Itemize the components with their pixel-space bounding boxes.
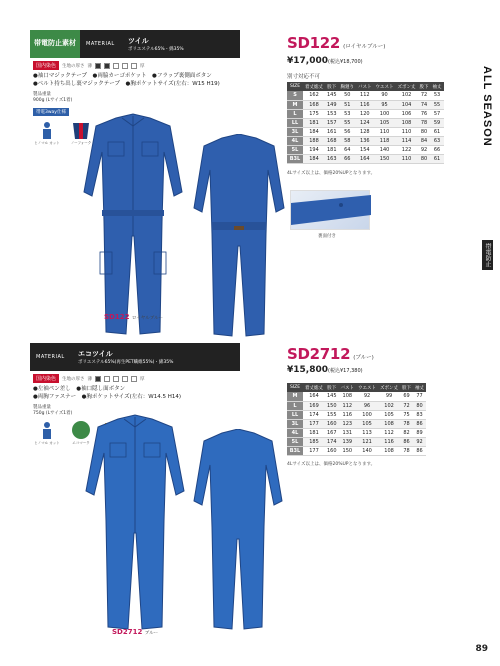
thickness-row xyxy=(33,374,145,383)
material-composition: ポリエステル65%(再生PET繊維55%)・綿35% xyxy=(78,360,174,365)
table-cell: 75 xyxy=(400,410,413,419)
material-label: MATERIAL xyxy=(36,354,65,360)
table-row xyxy=(287,419,426,428)
table-cell: 136 xyxy=(356,136,374,145)
table-cell: 105 xyxy=(378,410,400,419)
side-title: ALL SEASON xyxy=(481,66,493,147)
table-cell: 124 xyxy=(356,118,374,127)
table-cell: 177 xyxy=(303,446,325,455)
size-label-cell: 3L xyxy=(287,127,303,136)
detail-photo xyxy=(290,190,370,230)
table-cell: 131 xyxy=(339,428,357,437)
thickness-min: 薄 xyxy=(87,376,93,382)
table-cell: 140 xyxy=(374,145,396,154)
table-cell: 155 xyxy=(327,411,337,418)
table-cell: 108 xyxy=(378,446,400,455)
table-cell: 78 xyxy=(400,419,413,428)
product-price: ¥15,800(税込¥17,380) xyxy=(287,365,363,375)
thickness-label: 生地の厚さ xyxy=(62,63,85,69)
table-cell: 80 xyxy=(413,401,426,410)
weight-info xyxy=(33,92,72,104)
table-cell: 185 xyxy=(303,437,325,446)
size-label-cell: B3L xyxy=(287,154,303,163)
size-label-cell: S xyxy=(287,91,303,100)
table-cell: 66 xyxy=(339,154,357,163)
table-cell: 150 xyxy=(374,154,396,163)
table-cell: 139 xyxy=(339,437,357,446)
table-header-cell: 着丈総丈 xyxy=(303,82,325,91)
table-cell: 53 xyxy=(339,109,357,118)
material-header xyxy=(30,30,240,58)
coverall-front-image xyxy=(80,413,190,635)
table-cell: 120 xyxy=(356,109,374,118)
table-row xyxy=(287,410,426,419)
size-label-cell: L xyxy=(287,109,303,118)
detail-caption: 裏面付き xyxy=(318,234,336,239)
table-cell: 102 xyxy=(396,91,418,100)
table-cell: 145 xyxy=(327,92,337,99)
table-cell: 86 xyxy=(413,419,426,428)
product-caption: SD2712 ブルー xyxy=(112,628,159,636)
table-cell: 92 xyxy=(413,437,426,446)
product-section-sd122 xyxy=(0,30,470,330)
table-cell: 57 xyxy=(431,109,444,118)
table-cell: 51 xyxy=(339,100,357,109)
table-cell: 160 xyxy=(327,420,337,427)
table-cell: 66 xyxy=(431,145,444,154)
table-cell: 116 xyxy=(356,100,374,109)
table-header-cell: SIZE xyxy=(287,383,303,392)
origin-tag: 国内染色 xyxy=(33,374,59,383)
table-row xyxy=(287,118,444,127)
table-cell: 174 xyxy=(327,438,337,445)
no-fork-icon: ノーフォーク xyxy=(67,119,95,146)
table-cell: 162 xyxy=(303,91,325,100)
table-cell: 181 xyxy=(327,146,337,153)
size-label-cell: L xyxy=(287,401,303,410)
table-row xyxy=(287,91,444,100)
table-cell: 161 xyxy=(327,128,337,135)
table-cell: 163 xyxy=(327,155,337,162)
table-cell: 184 xyxy=(303,154,325,163)
table-cell: 61 xyxy=(431,154,444,163)
size-label-cell: 3L xyxy=(287,419,303,428)
material-name: エコツイル xyxy=(78,350,113,358)
table-cell: 184 xyxy=(303,127,325,136)
table-cell: 164 xyxy=(303,392,325,401)
table-cell: 122 xyxy=(396,145,418,154)
table-cell: 175 xyxy=(303,109,325,118)
table-cell: 102 xyxy=(378,401,400,410)
table-row xyxy=(287,100,444,109)
table-cell: 174 xyxy=(303,410,325,419)
thickness-swatch xyxy=(122,63,128,69)
table-cell: 92 xyxy=(418,145,431,154)
table-header-cell: ウエスト xyxy=(356,383,378,392)
table-row xyxy=(287,136,444,145)
thickness-swatch xyxy=(95,376,101,382)
table-row xyxy=(287,446,426,455)
weight-value: 750g (Lサイズ1着) xyxy=(33,411,73,416)
size-label-cell: M xyxy=(287,100,303,109)
thickness-swatch xyxy=(95,63,101,69)
table-cell: 50 xyxy=(339,91,357,100)
product-section-sd2712 xyxy=(0,343,470,643)
table-cell: 61 xyxy=(431,127,444,136)
table-row xyxy=(287,392,426,401)
table-cell: 145 xyxy=(327,393,337,400)
feature-line: ●袖口マジックテープ ●両脇カーゴポケット ●フラップ裏側面ボタン xyxy=(33,73,212,79)
table-cell: 108 xyxy=(339,392,357,401)
table-header-cell: 袖丈 xyxy=(431,82,444,91)
thickness-swatch xyxy=(113,63,119,69)
table-header-cell: 着丈総丈 xyxy=(303,383,325,392)
thickness-swatch xyxy=(104,376,110,382)
coverall-back-image xyxy=(190,429,286,635)
table-cell: 181 xyxy=(303,428,325,437)
size-label-cell: 4L xyxy=(287,136,303,145)
table-cell: 90 xyxy=(374,91,396,100)
table-cell: 112 xyxy=(339,401,357,410)
antistatic-badge: 帯電防止素材 xyxy=(30,30,80,58)
size-label-cell: 5L xyxy=(287,437,303,446)
table-cell: 128 xyxy=(356,127,374,136)
feature-list xyxy=(33,385,243,401)
table-cell: 84 xyxy=(418,136,431,145)
coverall-back-image xyxy=(190,134,288,342)
table-cell: 113 xyxy=(356,428,378,437)
size-label-cell: 4L xyxy=(287,428,303,437)
material-bar xyxy=(80,30,240,58)
table-cell: 78 xyxy=(400,446,413,455)
weight-value: 900g (Lサイズ1着) xyxy=(33,98,73,103)
table-cell: 188 xyxy=(303,136,325,145)
table-header-cell: バスト xyxy=(339,383,357,392)
table-cell: 181 xyxy=(303,118,325,127)
table-cell: 157 xyxy=(327,119,337,126)
product-title xyxy=(287,34,385,52)
table-header-cell: 股下 xyxy=(418,82,431,91)
thickness-swatch xyxy=(122,376,128,382)
coverall-front-image xyxy=(78,112,188,340)
product-title xyxy=(287,345,374,363)
table-row xyxy=(287,401,426,410)
table-cell: 100 xyxy=(374,109,396,118)
table-cell: 100 xyxy=(356,410,378,419)
size-label-cell: 5L xyxy=(287,145,303,154)
table-cell: 110 xyxy=(396,154,418,163)
side-category: 帯電防止 xyxy=(482,240,493,270)
weight-label: 製品重量 xyxy=(33,92,51,97)
table-cell: 164 xyxy=(356,154,374,163)
table-note: 4Lサイズ以上は、価格20%UPとなります。 xyxy=(287,171,376,176)
thickness-max: 厚 xyxy=(140,63,145,69)
feature-list xyxy=(33,72,243,88)
table-row xyxy=(287,437,426,446)
hinomaru-cut-icon: ヒノマル カット xyxy=(33,119,61,146)
product-caption: SD122 ロイヤルブルー xyxy=(104,313,164,321)
table-header-cell: 袖丈 xyxy=(413,383,426,392)
table-cell: 82 xyxy=(400,428,413,437)
table-cell: 58 xyxy=(339,136,357,145)
table-cell: 64 xyxy=(339,145,357,154)
material-name: ツイル xyxy=(128,37,149,45)
table-row xyxy=(287,145,444,154)
table-cell: 86 xyxy=(413,446,426,455)
stretch-tag: 帯電3way仕様 xyxy=(33,108,69,116)
table-cell: 108 xyxy=(378,419,400,428)
table-cell: 123 xyxy=(339,419,357,428)
table-cell: 83 xyxy=(413,410,426,419)
table-cell: 95 xyxy=(374,100,396,109)
table-cell: 150 xyxy=(327,402,337,409)
table-header-cell: 股下 xyxy=(400,383,413,392)
table-cell: 168 xyxy=(303,100,325,109)
table-cell: 96 xyxy=(356,401,378,410)
table-row xyxy=(287,154,444,163)
table-row xyxy=(287,127,444,136)
table-cell: 55 xyxy=(339,118,357,127)
table-cell: 110 xyxy=(374,127,396,136)
table-cell: 112 xyxy=(378,428,400,437)
table-cell: 104 xyxy=(396,100,418,109)
table-cell: 80 xyxy=(418,154,431,163)
table-cell: 116 xyxy=(339,410,357,419)
size-label-cell: LL xyxy=(287,410,303,419)
size-table xyxy=(287,383,426,456)
table-cell: 56 xyxy=(339,127,357,136)
table-cell: 55 xyxy=(431,100,444,109)
table-cell: 116 xyxy=(378,437,400,446)
table-note: 4Lサイズ以上は、価格20%UPとなります。 xyxy=(287,462,376,467)
table-cell: 105 xyxy=(356,419,378,428)
table-cell: 150 xyxy=(339,446,357,455)
table-cell: 89 xyxy=(413,428,426,437)
table-cell: 105 xyxy=(374,118,396,127)
table-cell: 118 xyxy=(374,136,396,145)
product-price: ¥17,000(税込¥18,700) xyxy=(287,56,363,66)
thickness-swatch xyxy=(131,63,137,69)
page-number: 89 xyxy=(475,644,488,654)
table-cell: 167 xyxy=(327,429,337,436)
table-cell: 59 xyxy=(431,118,444,127)
size-label-cell: M xyxy=(287,392,303,401)
table-cell: 99 xyxy=(378,392,400,401)
table-cell: 72 xyxy=(400,401,413,410)
table-cell: 169 xyxy=(303,401,325,410)
product-code: SD122 xyxy=(287,34,341,52)
order-note: 別寸対応不可 xyxy=(287,74,321,80)
weight-info xyxy=(33,405,72,417)
table-cell: 63 xyxy=(431,136,444,145)
table-cell: 177 xyxy=(303,419,325,428)
table-header-cell: ズボン丈 xyxy=(378,383,400,392)
material-composition: ポリエステル65%・綿35% xyxy=(128,47,184,52)
thickness-swatch xyxy=(131,376,137,382)
table-cell: 92 xyxy=(356,392,378,401)
feature-line: ●ベルト持ち出し裏マジックテープ ●胸ポケットサイズ(左右：W15 H19) xyxy=(33,81,220,87)
table-header-cell: 股下 xyxy=(325,82,339,91)
size-table xyxy=(287,82,444,164)
table-header-cell: 胸廻り xyxy=(339,82,357,91)
table-header-cell: ウエスト xyxy=(374,82,396,91)
table-cell: 160 xyxy=(327,447,337,454)
table-cell: 80 xyxy=(418,127,431,136)
table-cell: 77 xyxy=(413,392,426,401)
thickness-swatch xyxy=(113,376,119,382)
table-cell: 53 xyxy=(431,91,444,100)
feature-line: ●両胸ファスナー ●胸ポケットサイズ(左右：W14.5 H14) xyxy=(33,394,182,400)
table-cell: 112 xyxy=(356,91,374,100)
table-cell: 168 xyxy=(327,137,337,144)
table-cell: 110 xyxy=(396,127,418,136)
table-header-cell: ズボン丈 xyxy=(396,82,418,91)
eco-mark-icon: エコマーク xyxy=(67,419,95,446)
table-cell: 72 xyxy=(418,91,431,100)
size-label-cell: B3L xyxy=(287,446,303,455)
table-cell: 114 xyxy=(396,136,418,145)
origin-tag: 国内染色 xyxy=(33,61,59,70)
product-color: (ロイヤルブルー) xyxy=(343,44,386,50)
table-row xyxy=(287,428,426,437)
thickness-label: 生地の厚さ xyxy=(62,376,85,382)
table-cell: 69 xyxy=(400,392,413,401)
table-header-cell: SIZE xyxy=(287,82,303,91)
product-code: SD2712 xyxy=(287,345,351,363)
thickness-row xyxy=(33,61,145,70)
table-cell: 194 xyxy=(303,145,325,154)
material-label: MATERIAL xyxy=(86,41,115,47)
thickness-max: 厚 xyxy=(140,376,145,382)
hinomaru-cut-icon: ヒノマル カット xyxy=(33,419,61,446)
table-cell: 106 xyxy=(396,109,418,118)
table-cell: 108 xyxy=(396,118,418,127)
size-label-cell: LL xyxy=(287,118,303,127)
table-header-cell: 股下 xyxy=(325,383,339,392)
table-cell: 121 xyxy=(356,437,378,446)
table-row xyxy=(287,109,444,118)
product-color: (ブルー) xyxy=(353,355,374,361)
table-cell: 74 xyxy=(418,100,431,109)
table-header-cell: バスト xyxy=(356,82,374,91)
thickness-swatch xyxy=(104,63,110,69)
weight-label: 製品重量 xyxy=(33,405,51,410)
material-header xyxy=(30,343,240,371)
table-cell: 140 xyxy=(356,446,378,455)
thickness-min: 薄 xyxy=(87,63,93,69)
material-bar xyxy=(30,343,240,371)
table-cell: 154 xyxy=(356,145,374,154)
table-cell: 78 xyxy=(418,118,431,127)
feature-line: ●左袖ペン差し ●袖口隠し面ボタン xyxy=(33,386,126,392)
table-cell: 76 xyxy=(418,109,431,118)
table-cell: 149 xyxy=(327,101,337,108)
table-cell: 153 xyxy=(327,110,337,117)
table-cell: 86 xyxy=(400,437,413,446)
